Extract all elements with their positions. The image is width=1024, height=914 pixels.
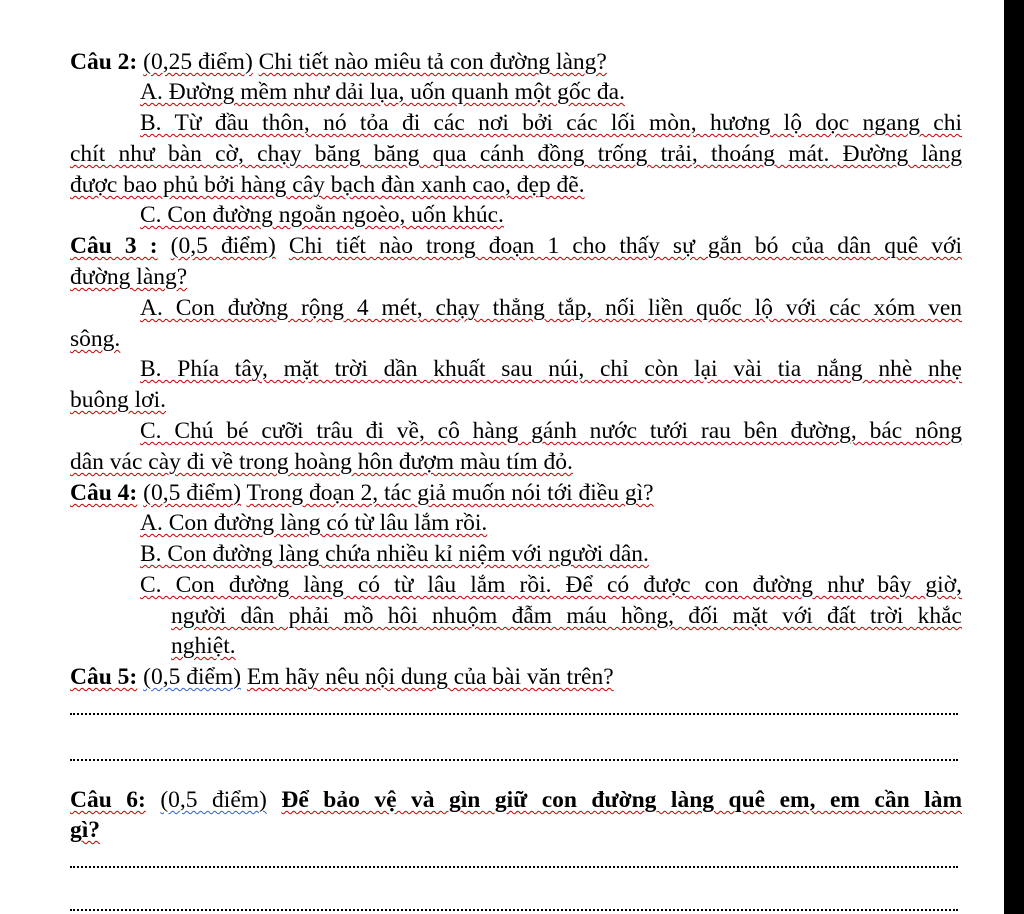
q2-option-b-line2: chít như bàn cờ, chạy băng băng qua cánh đồng trống trải, thoáng mát. Đường làng [70, 141, 962, 167]
q4-score: (0,5 điểm) [143, 480, 242, 506]
q4-option-a: A. Con đường làng có từ lâu lắm rồi. [140, 510, 488, 536]
q4-option-c-line1: C. Con đường làng có từ lâu lắm rồi. Để có được con đường như bây giờ, [140, 572, 962, 598]
q5-line [70, 663, 614, 691]
q4-line [70, 479, 654, 507]
right-edge-bar [1004, 0, 1024, 914]
q6-score: (0,5 điểm) [160, 787, 267, 813]
q3-line1 [70, 232, 962, 260]
q3-option-a-line2: sông. [70, 326, 121, 352]
q4-option-b: B. Con đường làng chứa nhiều kỉ niệm với người dân. [140, 541, 649, 567]
q5-label: Câu 5: [70, 664, 138, 690]
q2-question: Chi tiết nào miêu tả con đường làng? [258, 49, 607, 75]
q5-score: (0,5 điểm) [143, 664, 242, 690]
q3-question-line1: Chi tiết nào trong đoạn 1 cho thấy sự gắn bó của dân quê với [288, 233, 962, 259]
q6-line1 [70, 786, 962, 814]
q3-option-c-line2: dân vác cày đi về trong hoàng hôn đượm màu tím đỏ. [70, 449, 573, 475]
q6-answer-line-2[interactable] [70, 909, 958, 911]
q4-option-c-line3: nghiệt. [171, 633, 236, 659]
q3-question-line2: đường làng? [70, 264, 188, 290]
q2-score: (0,25 điểm) [143, 49, 253, 75]
q2-option-b-line3: được bao phủ bởi hàng cây bạch đàn xanh cao, đẹp đẽ. [70, 172, 585, 198]
q2-label: Câu 2: [70, 49, 138, 75]
q3-label: Câu 3 : [70, 233, 158, 259]
q5-question: Em hãy nêu nội dung của bài văn trên? [246, 664, 614, 690]
q6-question-line2: gì? [70, 817, 101, 843]
q3-score: (0,5 điểm) [170, 233, 276, 259]
q3-option-b-line1: B. Phía tây, mặt trời dần khuất sau núi, chỉ còn lại vài tia nắng nhè nhẹ [140, 356, 962, 382]
q4-option-c-line2: người dân phải mồ hôi nhuộm đẫm máu hồng, đối mặt với đất trời khắc [171, 603, 962, 629]
q3-option-b-line2: buông lơi. [70, 387, 166, 413]
q2-line [70, 48, 607, 76]
q6-label: Câu 6: [70, 787, 146, 813]
q6-answer-line-1[interactable] [70, 866, 958, 868]
q4-label: Câu 4: [70, 480, 138, 506]
q3-option-a-line1: A. Con đường rộng 4 mét, chạy thẳng tắp, nối liền quốc lộ với các xóm ven [140, 295, 962, 321]
q3-option-c-line1: C. Chú bé cưỡi trâu đi về, cô hàng gánh nước tưới rau bên đường, bác nông [140, 418, 962, 444]
q5-answer-line-2[interactable] [70, 759, 958, 761]
q2-option-c: C. Con đường ngoằn ngoèo, uốn khúc. [140, 202, 504, 228]
q4-question: Trong đoạn 2, tác giả muốn nói tới điều gì? [246, 480, 654, 506]
q2-option-a: A. Đường mềm như dải lụa, uốn quanh một gốc đa. [140, 79, 625, 105]
q2-option-b-line1: B. Từ đầu thôn, nó tỏa đi các nơi bởi các lối mòn, hương lộ dọc ngang chi [140, 110, 962, 136]
q6-question-line1: Để bảo vệ và gìn giữ con đường làng quê em, em cần làm [281, 787, 963, 813]
q5-answer-line-1[interactable] [70, 713, 958, 715]
